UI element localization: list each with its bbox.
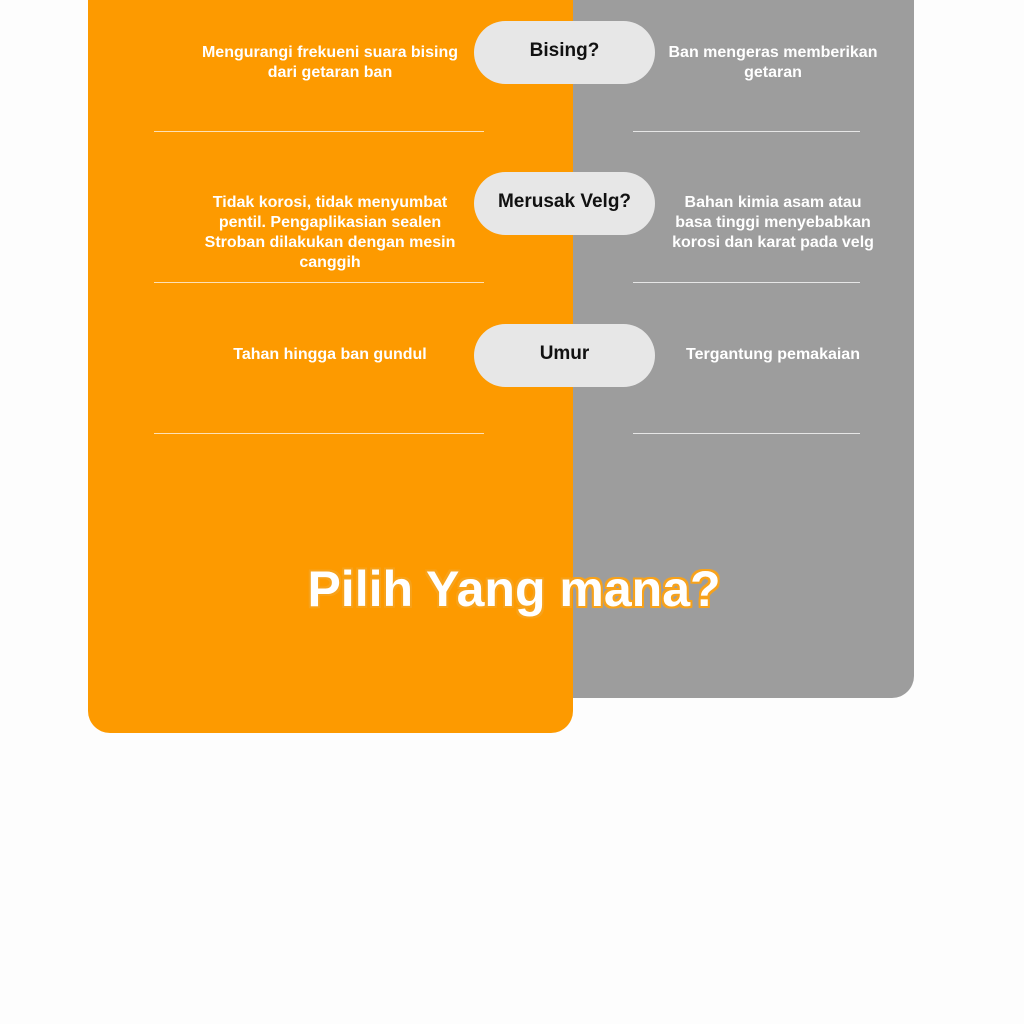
row-3-left-text: Tahan hingga ban gundul xyxy=(233,346,427,363)
row-3-left-divider xyxy=(154,433,484,434)
row-1-right-divider xyxy=(633,131,860,132)
row-2-topic-pill: Merusak Velg? xyxy=(474,172,655,235)
row-1-right-text: Ban mengeras memberikan getaran xyxy=(668,44,878,81)
row-1-topic-pill: Bising? xyxy=(474,21,655,84)
headline: Pilih Yang mana? xyxy=(307,561,721,617)
row-2-left-text: Tidak korosi, tidak menyumbat pentil. Pengaplikasian sealen Stroban dilakukan dengan mesin canggih xyxy=(204,194,456,271)
row-2-right-text: Bahan kimia asam atau basa tinggi menyebabkan korosi dan karat pada velg xyxy=(672,194,874,251)
row-1-left-text: Mengurangi frekueni suara bising dari getaran ban xyxy=(201,44,459,81)
row-1-left-divider xyxy=(154,131,484,132)
row-3-right-text: Tergantung pemakaian xyxy=(686,346,860,363)
row-3-topic-pill: Umur xyxy=(474,324,655,387)
row-2-left-divider xyxy=(154,282,484,283)
row-2-right-divider xyxy=(633,282,860,283)
row-3-right-divider xyxy=(633,433,860,434)
